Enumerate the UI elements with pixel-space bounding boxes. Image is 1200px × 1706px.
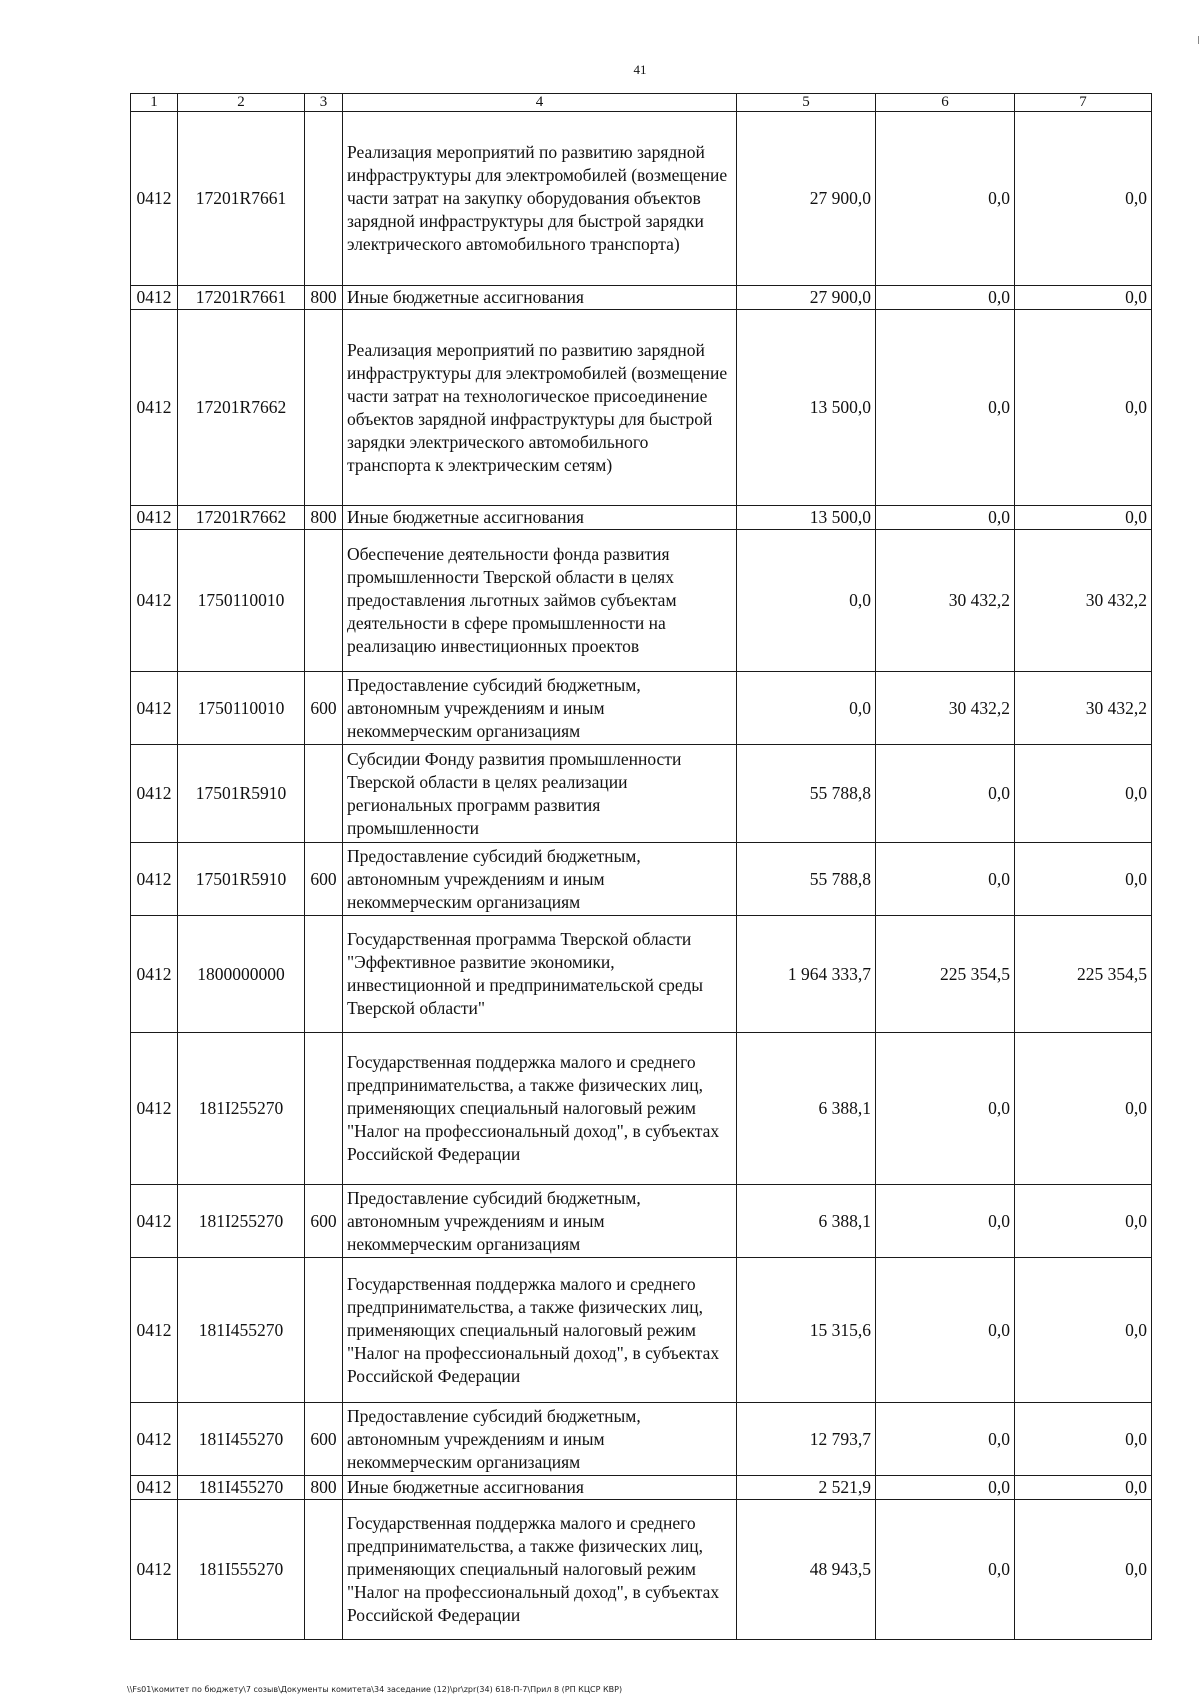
- amount-year1-cell: 27 900,0: [737, 286, 876, 310]
- amount-year1-cell: 0,0: [737, 530, 876, 672]
- amount-year3-cell: 0,0: [1015, 843, 1152, 916]
- column-header: 4: [343, 94, 737, 112]
- item-name-cell: Иные бюджетные ассигнования: [343, 286, 737, 310]
- expense-type-cell: [305, 916, 343, 1033]
- table-row: [131, 672, 1152, 745]
- amount-year2-cell: 30 432,2: [876, 672, 1015, 745]
- section-code-cell: 0412: [131, 843, 178, 916]
- item-name-cell: Государственная поддержка малого и среднего предпринимательства, а также физических лиц, применяющих специальный налоговый режим "Налог на профессиональный доход", в субъектах Российской Федерации: [343, 1500, 737, 1640]
- item-name-cell: Государственная поддержка малого и среднего предпринимательства, а также физических лиц, применяющих специальный налоговый режим "Налог на профессиональный доход", в субъектах Российской Федерации: [343, 1033, 737, 1185]
- amount-year1-cell: 12 793,7: [737, 1403, 876, 1476]
- target-article-cell: 17201R7662: [178, 506, 305, 530]
- item-name-cell: Реализация мероприятий по развитию зарядной инфраструктуры для электромобилей (возмещение части затрат на закупку оборудования объектов зарядной инфраструктуры для быстрой зарядки электрического автомобильного транспорта): [343, 112, 737, 286]
- section-code-cell: 0412: [131, 286, 178, 310]
- expense-type-cell: 800: [305, 1476, 343, 1500]
- item-name-cell: Реализация мероприятий по развитию зарядной инфраструктуры для электромобилей (возмещение части затрат на технологическое присоединение объектов зарядной инфраструктуры для быстрой зарядки электрического автомобильного транспорта к электрическим сетям): [343, 310, 737, 506]
- item-name-cell: Иные бюджетные ассигнования: [343, 506, 737, 530]
- amount-year2-cell: 0,0: [876, 1033, 1015, 1185]
- table-row: [131, 310, 1152, 506]
- column-header: 6: [876, 94, 1015, 112]
- section-code-cell: 0412: [131, 1403, 178, 1476]
- amount-year3-cell: 0,0: [1015, 1033, 1152, 1185]
- section-code-cell: 0412: [131, 112, 178, 286]
- table-row: [131, 1185, 1152, 1258]
- amount-year1-cell: 15 315,6: [737, 1258, 876, 1403]
- table-row: [131, 1258, 1152, 1403]
- amount-year2-cell: 0,0: [876, 1500, 1015, 1640]
- amount-year1-cell: 0,0: [737, 672, 876, 745]
- amount-year2-cell: 0,0: [876, 745, 1015, 843]
- amount-year3-cell: 0,0: [1015, 310, 1152, 506]
- page-number: 41: [633, 62, 647, 77]
- amount-year1-cell: 27 900,0: [737, 112, 876, 286]
- target-article-cell: 1800000000: [178, 916, 305, 1033]
- item-name-cell: Государственная программа Тверской области "Эффективное развитие экономики, инвестиционной и предпринимательской среды Тверской области": [343, 916, 737, 1033]
- amount-year2-cell: 0,0: [876, 1258, 1015, 1403]
- amount-year3-cell: 225 354,5: [1015, 916, 1152, 1033]
- item-name-cell: Предоставление субсидий бюджетным, автономным учреждениям и иным некоммерческим организациям: [343, 1403, 737, 1476]
- amount-year2-cell: 0,0: [876, 1185, 1015, 1258]
- table-row: [131, 1500, 1152, 1640]
- amount-year1-cell: 48 943,5: [737, 1500, 876, 1640]
- expense-type-cell: [305, 745, 343, 843]
- amount-year1-cell: 6 388,1: [737, 1185, 876, 1258]
- table-row: [131, 1033, 1152, 1185]
- expense-type-cell: [305, 530, 343, 672]
- table-row: [131, 286, 1152, 310]
- column-header: 3: [305, 94, 343, 112]
- table-row: [131, 1476, 1152, 1500]
- expense-type-cell: 600: [305, 1403, 343, 1476]
- amount-year2-cell: 0,0: [876, 506, 1015, 530]
- amount-year3-cell: 0,0: [1015, 1403, 1152, 1476]
- amount-year2-cell: 0,0: [876, 1476, 1015, 1500]
- file-path-footer: \\Fs01\комитет по бюджету\7 созыв\Документы комитета\34 заседание (12)\pr\zpr(34) 618-П-7\Прил 8 (РП КЦСР КВР): [127, 1685, 623, 1694]
- amount-year2-cell: 0,0: [876, 286, 1015, 310]
- target-article-cell: 1750110010: [178, 530, 305, 672]
- target-article-cell: 1750110010: [178, 672, 305, 745]
- section-code-cell: 0412: [131, 506, 178, 530]
- target-article-cell: 181I455270: [178, 1258, 305, 1403]
- scan-artifact: [1198, 36, 1199, 44]
- table-row: [131, 916, 1152, 1033]
- amount-year3-cell: 0,0: [1015, 286, 1152, 310]
- item-name-cell: Обеспечение деятельности фонда развития промышленности Тверской области в целях предоставления льготных займов субъектам деятельности в сфере промышленности на реализацию инвестиционных проектов: [343, 530, 737, 672]
- amount-year2-cell: 30 432,2: [876, 530, 1015, 672]
- section-code-cell: 0412: [131, 1185, 178, 1258]
- column-header: 5: [737, 94, 876, 112]
- target-article-cell: 181I455270: [178, 1476, 305, 1500]
- expense-type-cell: 600: [305, 672, 343, 745]
- table-row: [131, 1403, 1152, 1476]
- item-name-cell: Предоставление субсидий бюджетным, автономным учреждениям и иным некоммерческим организациям: [343, 1185, 737, 1258]
- table-row: [131, 745, 1152, 843]
- expense-type-cell: 800: [305, 506, 343, 530]
- target-article-cell: 181I255270: [178, 1185, 305, 1258]
- target-article-cell: 181I455270: [178, 1403, 305, 1476]
- amount-year1-cell: 13 500,0: [737, 310, 876, 506]
- column-header: 1: [131, 94, 178, 112]
- table-row: [131, 843, 1152, 916]
- amount-year1-cell: 13 500,0: [737, 506, 876, 530]
- amount-year3-cell: 0,0: [1015, 745, 1152, 843]
- expense-type-cell: 600: [305, 1185, 343, 1258]
- expense-type-cell: 800: [305, 286, 343, 310]
- amount-year3-cell: 0,0: [1015, 1185, 1152, 1258]
- section-code-cell: 0412: [131, 1258, 178, 1403]
- target-article-cell: 181I255270: [178, 1033, 305, 1185]
- section-code-cell: 0412: [131, 916, 178, 1033]
- target-article-cell: 17501R5910: [178, 843, 305, 916]
- column-header: 7: [1015, 94, 1152, 112]
- target-article-cell: 17201R7661: [178, 286, 305, 310]
- amount-year3-cell: 0,0: [1015, 1500, 1152, 1640]
- expense-type-cell: [305, 1258, 343, 1403]
- item-name-cell: Предоставление субсидий бюджетным, автономным учреждениям и иным некоммерческим организациям: [343, 843, 737, 916]
- section-code-cell: 0412: [131, 745, 178, 843]
- table-row: [131, 506, 1152, 530]
- amount-year3-cell: 0,0: [1015, 112, 1152, 286]
- item-name-cell: Предоставление субсидий бюджетным, автономным учреждениям и иным некоммерческим организациям: [343, 672, 737, 745]
- item-name-cell: Субсидии Фонду развития промышленности Тверской области в целях реализации региональных программ развития промышленности: [343, 745, 737, 843]
- amount-year2-cell: 0,0: [876, 112, 1015, 286]
- item-name-cell: Государственная поддержка малого и среднего предпринимательства, а также физических лиц, применяющих специальный налоговый режим "Налог на профессиональный доход", в субъектах Российской Федерации: [343, 1258, 737, 1403]
- table-header-row: [131, 94, 1152, 112]
- expense-type-cell: [305, 1500, 343, 1640]
- expense-type-cell: [305, 112, 343, 286]
- target-article-cell: 17201R7662: [178, 310, 305, 506]
- amount-year3-cell: 30 432,2: [1015, 530, 1152, 672]
- section-code-cell: 0412: [131, 672, 178, 745]
- amount-year1-cell: 6 388,1: [737, 1033, 876, 1185]
- item-name-cell: Иные бюджетные ассигнования: [343, 1476, 737, 1500]
- budget-table: [130, 93, 1152, 1640]
- section-code-cell: 0412: [131, 1500, 178, 1640]
- amount-year3-cell: 0,0: [1015, 1476, 1152, 1500]
- section-code-cell: 0412: [131, 1033, 178, 1185]
- amount-year1-cell: 55 788,8: [737, 843, 876, 916]
- expense-type-cell: [305, 1033, 343, 1185]
- section-code-cell: 0412: [131, 310, 178, 506]
- amount-year3-cell: 0,0: [1015, 506, 1152, 530]
- amount-year3-cell: 30 432,2: [1015, 672, 1152, 745]
- target-article-cell: 181I555270: [178, 1500, 305, 1640]
- target-article-cell: 17201R7661: [178, 112, 305, 286]
- amount-year2-cell: 0,0: [876, 310, 1015, 506]
- amount-year2-cell: 225 354,5: [876, 916, 1015, 1033]
- table-row: [131, 112, 1152, 286]
- amount-year2-cell: 0,0: [876, 1403, 1015, 1476]
- amount-year1-cell: 55 788,8: [737, 745, 876, 843]
- target-article-cell: 17501R5910: [178, 745, 305, 843]
- expense-type-cell: 600: [305, 843, 343, 916]
- column-header: 2: [178, 94, 305, 112]
- amount-year2-cell: 0,0: [876, 843, 1015, 916]
- section-code-cell: 0412: [131, 1476, 178, 1500]
- amount-year1-cell: 2 521,9: [737, 1476, 876, 1500]
- amount-year3-cell: 0,0: [1015, 1258, 1152, 1403]
- table-row: [131, 530, 1152, 672]
- amount-year1-cell: 1 964 333,7: [737, 916, 876, 1033]
- expense-type-cell: [305, 310, 343, 506]
- section-code-cell: 0412: [131, 530, 178, 672]
